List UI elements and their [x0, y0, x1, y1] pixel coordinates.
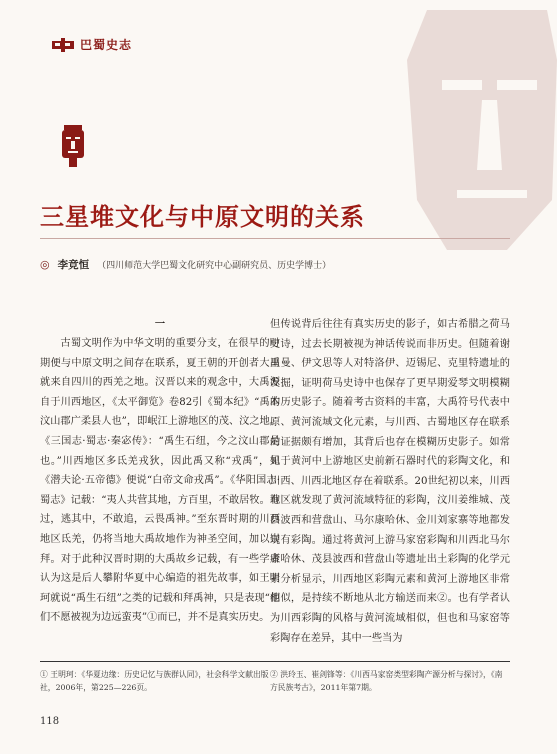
section-marker: 一 [154, 318, 166, 330]
footnote-right: ② 洪玲玉、崔剑锋等：《川西马家窑类型彩陶产源分析与探讨》，《南方民族考古》，2011年第7期。 [270, 670, 503, 692]
footnote-rule-right [270, 661, 510, 662]
footnote-rule-left [40, 661, 280, 662]
header-brand [52, 36, 132, 53]
right-paragraph: 但传说背后往往有真实历史的影子，如古希腊之荷马史诗，过去长期被视为神话传说而非历史。但随着谢里曼、伊文思等人对特洛伊、迈锡尼、克里特遗址的发掘，证明荷马史诗中也保存了更早期爱琴文明模糊的历史影子。随着考古资料的丰富，大禹符号代表中原、黄河流域文化元素，与川西、古蜀地区存在联系的证据颇有增加，其背后也存在模糊历史影子。如常见于黄河中上游地区史前新石器时代的彩陶文化，和川西、川西北地区存在着联系。20世纪初以来，川西地区就发现了黄河流域特征的彩陶，汶川姜维城、茂县波西和营盘山、马尔康哈休、金川刘家寨等地都发现有彩陶。通过将黄河上游马家窑彩陶和川西北马尔康哈休、茂县波西和营盘山等遗址出土彩陶的化学元素分析显示，川西地区彩陶元素和黄河上游地区非常相似，是持续不断地从北方输送而来②。也有学者认为川西彩陶的风格与黄河流域相似，但也和马家窑等彩陶存在差异，其中一些当为 [270, 319, 510, 644]
sanxingdui-mask-icon [62, 125, 84, 167]
mask-watermark [387, 0, 557, 250]
title-divider [40, 238, 510, 239]
author-affiliation: （四川师范大学巴蜀文化研究中心副研究员、历史学博士） [97, 261, 332, 271]
right-column [270, 315, 510, 648]
page-number: 118 [40, 716, 60, 727]
left-column [40, 315, 280, 628]
brand-name: 巴蜀史志 [80, 38, 133, 52]
article-title: 三星堆文化与中原文明的关系 [40, 203, 365, 231]
author-line [40, 257, 331, 272]
author-name: 李竞恒 [57, 259, 90, 271]
author-mark: ◎ [40, 258, 50, 271]
left-paragraph: 古蜀文明作为中华文明的重要分支，在很早的时期便与中原文明之间存在联系，夏王朝的开创者大禹就来自四川的西羌之地。汉晋以来的观念中，大禹源自于川西地区，《太平御览》卷82引《蜀本纪》“禹本汶山郡广柔县人也”，即岷江上游地区的茂、汶之地。《三国志·蜀志·秦宓传》：“禹生石纽，今之汶山郡是也。”川西地区多氐羌戎狄，因此禹又称“戎禹”，如《潜夫论·五帝德》便说“白帝文命戎禹”。《华阳国志·蜀志》记载：“夷人共营其地，方百里，不敢居牧。有过，逃其中，不敢追，云畏禹神。”至东晋时期的川西地区氐羌，仍将当地大禹故地作为神圣空间，加以崇拜。对于此种汉晋时期的大禹故乡记载，有一些学者认为这是后人攀附华夏中心编造的祖先故事，如王明珂就说“禹生石纽”之类的记载和拜禹神，只是表现“他们不愿被视为边远蛮夷”①而已，并不是真实历史。 [40, 338, 280, 624]
brand-logo-icon [52, 38, 76, 52]
footnote-left: ① 王明珂：《华夏边缘：历史记忆与族群认同》，社会科学文献出版社，2006年，第225—226页。 [40, 670, 269, 692]
